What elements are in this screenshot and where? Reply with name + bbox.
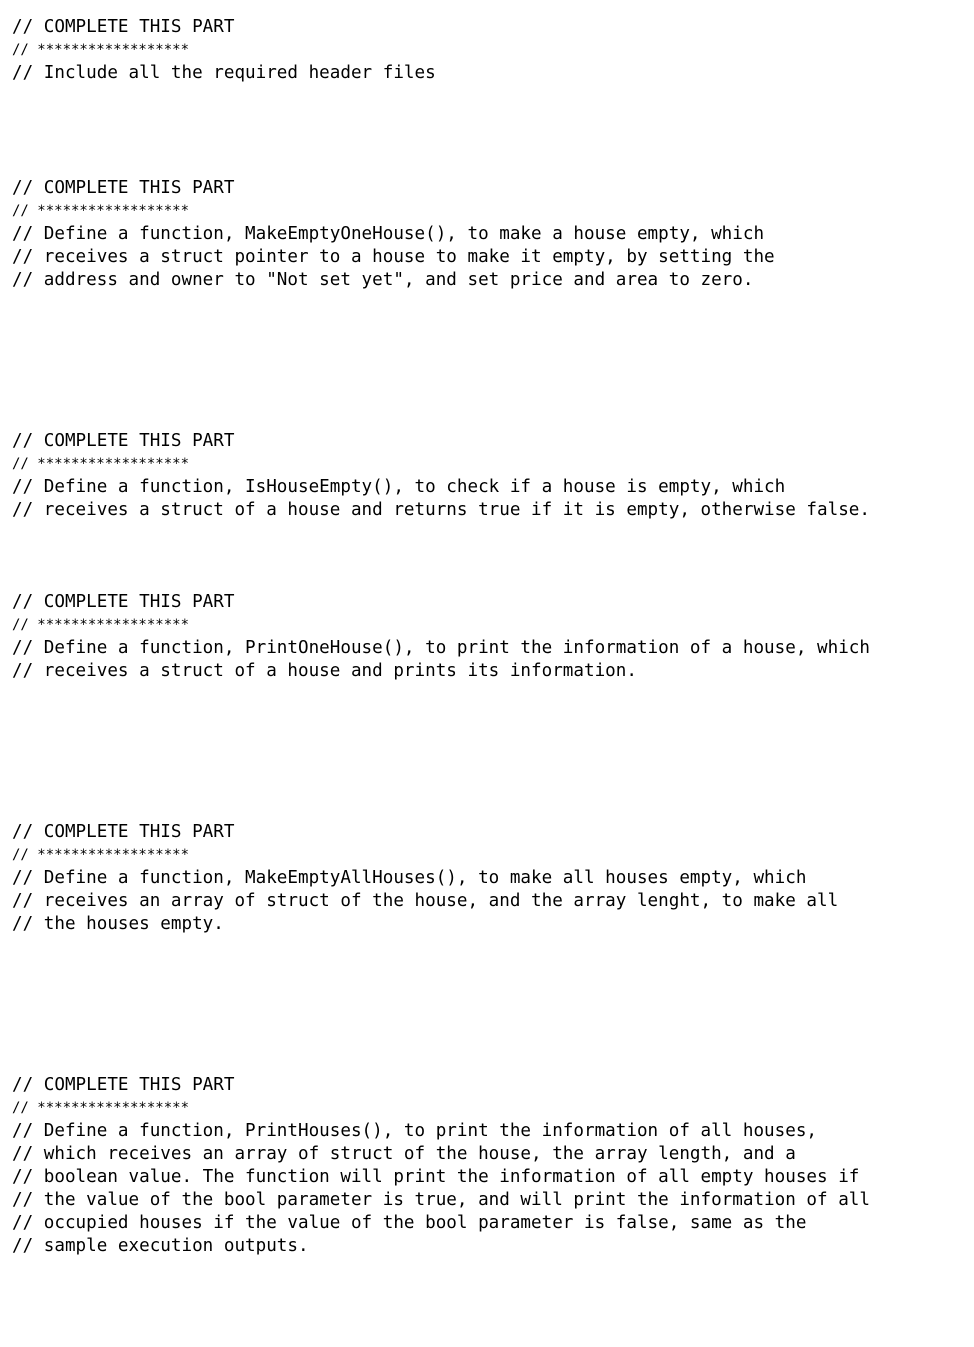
comment-block-make-empty-one-house bbox=[12, 177, 962, 292]
asterisk-separator: // ****************** bbox=[12, 203, 190, 219]
comment-block-include-headers bbox=[12, 16, 962, 85]
instruction-line: // Define a function, IsHouseEmpty(), to check if a house is empty, which bbox=[12, 477, 786, 497]
comment-block-print-houses bbox=[12, 1074, 962, 1258]
complete-this-part-heading: // COMPLETE THIS PART bbox=[12, 431, 235, 451]
instruction-line: // receives an array of struct of the house, and the array lenght, to make all bbox=[12, 891, 839, 911]
asterisk-separator: // ****************** bbox=[12, 42, 190, 58]
instruction-line: // sample execution outputs. bbox=[12, 1236, 309, 1256]
instruction-line: // the houses empty. bbox=[12, 914, 224, 934]
instruction-line: // address and owner to "Not set yet", and set price and area to zero. bbox=[12, 270, 754, 290]
complete-this-part-heading: // COMPLETE THIS PART bbox=[12, 592, 235, 612]
instruction-line: // the value of the bool parameter is true, and will print the information of all bbox=[12, 1190, 870, 1210]
instruction-line: // Define a function, PrintOneHouse(), to print the information of a house, which bbox=[12, 638, 870, 658]
comment-block-is-house-empty bbox=[12, 430, 962, 522]
comment-block-print-one-house bbox=[12, 591, 962, 683]
instruction-line: // Define a function, MakeEmptyOneHouse(), to make a house empty, which bbox=[12, 224, 765, 244]
comment-block-make-empty-all-houses bbox=[12, 821, 962, 936]
instruction-line: // Include all the required header files bbox=[12, 63, 436, 83]
complete-this-part-heading: // COMPLETE THIS PART bbox=[12, 822, 235, 842]
instruction-line: // receives a struct pointer to a house to make it empty, by setting the bbox=[12, 247, 775, 267]
instruction-line: // occupied houses if the value of the bool parameter is false, same as the bbox=[12, 1213, 807, 1233]
instruction-line: // receives a struct of a house and returns true if it is empty, otherwise false. bbox=[12, 500, 870, 520]
asterisk-separator: // ****************** bbox=[12, 847, 190, 863]
complete-this-part-heading: // COMPLETE THIS PART bbox=[12, 1075, 235, 1095]
complete-this-part-heading: // COMPLETE THIS PART bbox=[12, 178, 235, 198]
instruction-line: // Define a function, MakeEmptyAllHouses(), to make all houses empty, which bbox=[12, 868, 807, 888]
instruction-line: // boolean value. The function will print the information of all empty houses if bbox=[12, 1167, 860, 1187]
instruction-line: // Define a function, PrintHouses(), to print the information of all houses, bbox=[12, 1121, 818, 1141]
asterisk-separator: // ****************** bbox=[12, 456, 190, 472]
complete-this-part-heading: // COMPLETE THIS PART bbox=[12, 17, 235, 37]
asterisk-separator: // ****************** bbox=[12, 617, 190, 633]
instruction-line: // which receives an array of struct of the house, the array length, and a bbox=[12, 1144, 796, 1164]
asterisk-separator: // ****************** bbox=[12, 1100, 190, 1116]
instruction-line: // receives a struct of a house and prints its information. bbox=[12, 661, 637, 681]
